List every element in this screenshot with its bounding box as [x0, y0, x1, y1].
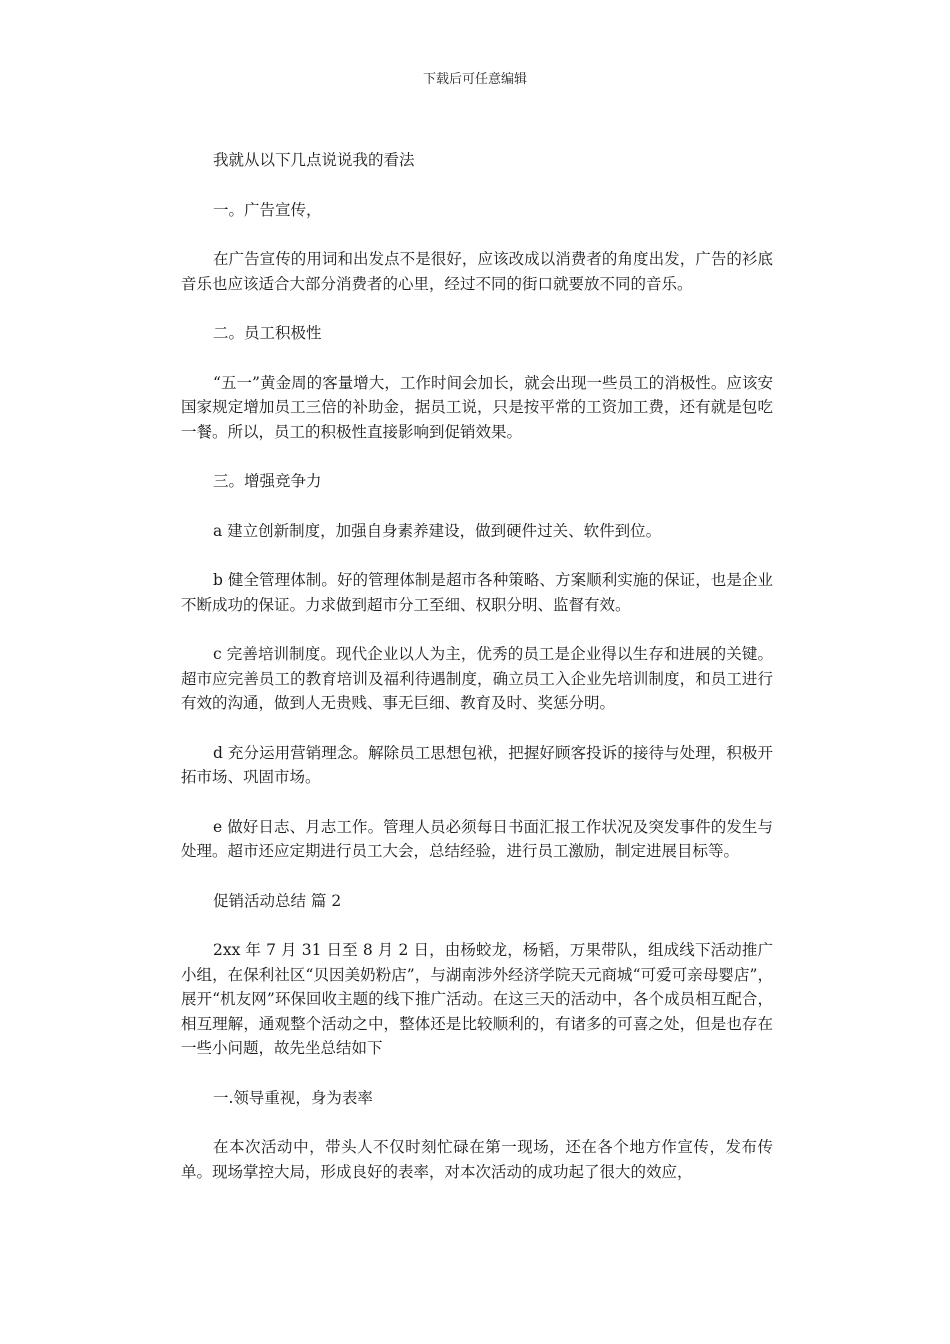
document-body	[181, 148, 773, 1184]
paragraph-staff-motivation: “五一”黄金周的客量增大，工作时间会加长，就会出现一些员工的消极性。应该安国家规定增加员工三倍的补助金，据员工说，只是按平常的工资加工费，还有就是包吃一餐。所以，员工的积极性直接影响到促销效果。	[181, 373, 773, 441]
paragraph-item-c: c 完善培训制度。现代企业以人为主，优秀的员工是企业得以生存和进展的关键。超市应完善员工的教育培训及福利待遇制度，确立员工入企业先培训制度，和员工进行有效的沟通，做到人无贵贱、事无巨细、教育及时、奖惩分明。	[181, 645, 773, 712]
paragraph-leadership: 在本次活动中，带头人不仅时刻忙碌在第一现场，还在各个地方作宣传，发布传单。现场掌控大局，形成良好的表率，对本次活动的成功起了很大的效应，	[181, 1138, 773, 1181]
heading-leadership: 一.领导重视，身为表率	[213, 1088, 373, 1107]
paragraph-item-a: a 建立创新制度，加强自身素养建设，做到硬件过关、软件到位。	[213, 521, 662, 540]
paragraph-advertising: 在广告宣传的用词和出发点不是很好，应该改成以消费者的角度出发，广告的衫底音乐也应该适合大部分消费者的心里，经过不同的街口就要放不同的音乐。	[181, 250, 773, 293]
paragraph-item-d: d 充分运用营销理念。解除员工思想包袱，把握好顾客投诉的接待与处理，积极开拓市场、巩固市场。	[181, 743, 773, 786]
heading-advertising: 一。广告宣传，	[213, 200, 322, 219]
paragraph-intro: 我就从以下几点说说我的看法	[213, 151, 415, 169]
heading-competitiveness: 三。增强竞争力	[213, 472, 322, 490]
section-title-part-2: 促销活动总结 篇 2	[213, 891, 342, 910]
download-note: 下载后可任意编辑	[422, 72, 527, 87]
paragraph-event-summary: 2xx 年 7 月 31 日至 8 月 2 日，由杨蛟龙，杨韬，万果带队，组成线下活动推广小组，在保利社区“贝因美奶粉店”，与湖南涉外经济学院天元商城“可爱可亲母婴店”，展开“机友网”环保回收主题的线下推广活动。在这三天的活动中，各个成员相互配合，相互理解，通观整个活动之中，整体还是比较顺利的，有诸多的可喜之处，但是也存在一些小问题，故先坐总结如下	[181, 941, 773, 1057]
paragraph-item-b: b 健全管理体制。好的管理体制是超市各种策略、方案顺利实施的保证，也是企业不断成功的保证。力求做到超市分工至细、权职分明、监督有效。	[181, 571, 773, 614]
paragraph-item-e: e 做好日志、月志工作。管理人员必须每日书面汇报工作状况及突发事件的发生与处理。超市还应定期进行员工大会，总结经验，进行员工激励，制定进展目标等。	[181, 817, 773, 860]
heading-staff-motivation: 二。员工积极性	[213, 324, 322, 342]
